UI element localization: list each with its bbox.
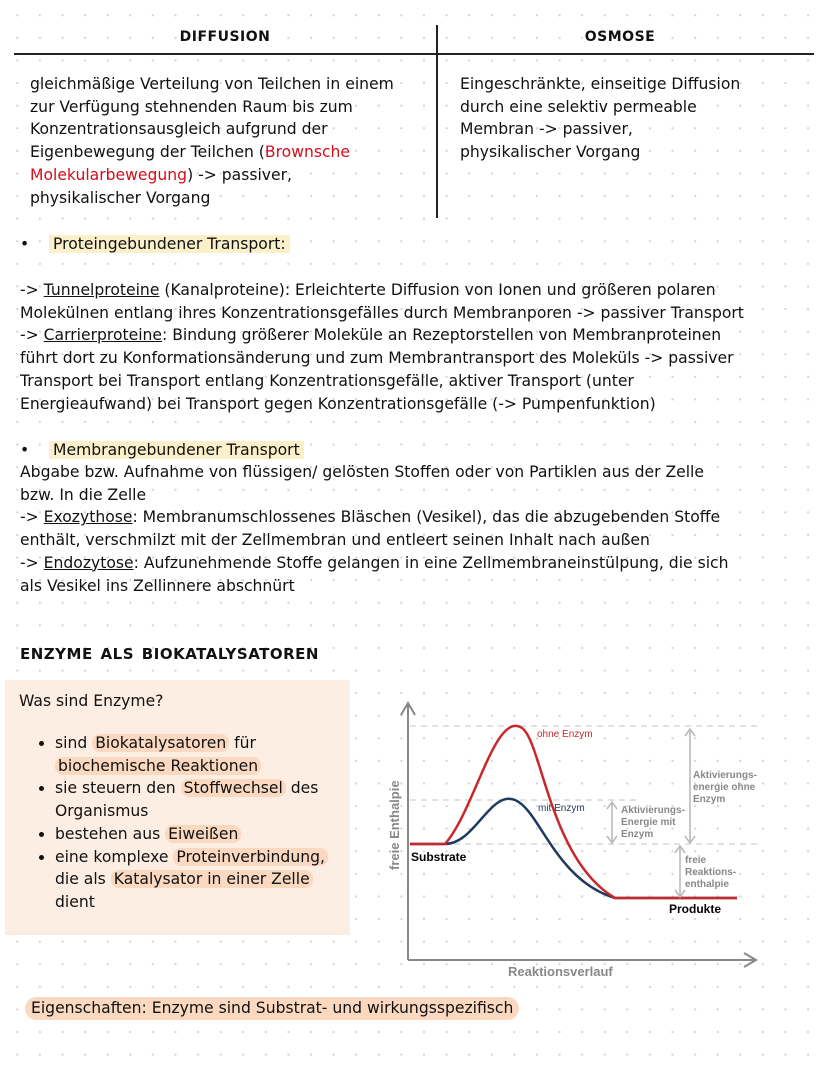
membran-paragraph: Abgabe bzw. Aufnahme von flüssigen/ gelösten Stoffen oder von Partiklen aus der Zelle bzw. In die Zelle -> Exozythose: Membranumschlossenes Bläschen (Vesikel), das die abzugebenden Stoffe enthält, verschmilzt mit der Zellmembran und entleert seinen Inhalt nach außen -> Endozytose: Aufzunehmende Stoffe gelangen in eine Zellmembraneinstülpung, die sich als Vesikel ins Zellinnere abschnürt xyxy=(20,463,729,595)
svg-text:freie: freie xyxy=(685,855,707,866)
list-item: • eine komplexe Proteinverbindung, die als Katalysator in einer Zelle dient xyxy=(55,846,328,914)
list-item: • sind Biokatalysatoren für biochemische Reaktionen xyxy=(55,732,328,777)
svg-text:Enzym: Enzym xyxy=(621,829,654,840)
svg-text:Aktivierungs-: Aktivierungs- xyxy=(621,805,685,816)
x-axis-label: Reaktionsverlauf xyxy=(508,964,613,979)
list-item: • bestehen aus Eiweißen xyxy=(55,823,328,846)
label-ea-mit xyxy=(621,805,685,840)
svg-text:Enzym: Enzym xyxy=(693,794,726,805)
label-ohne-enzym: ohne Enzym xyxy=(537,729,593,740)
label-dg xyxy=(685,855,736,890)
enzyme-properties: Eigenschaften: Enzyme sind Substrat- und wirkungsspezifisch xyxy=(25,997,519,1020)
label-ea-ohne xyxy=(693,770,757,805)
diffusion-definition: gleichmäßige Verteilung von Teilchen in einem zur Verfügung stehnenden Raum bis zum Konzentrationsausgleich aufgrund der Eigenbewegung der Teilchen (Brownsche Molekularbewegung) -> passiver, physikalischer Vorgang xyxy=(30,75,394,207)
brownsche-term: Brownsche xyxy=(264,143,351,162)
protein-heading: • Proteingebundener Transport: xyxy=(20,233,290,256)
y-axis-label: freie Enthalpie xyxy=(387,780,402,870)
diffusion-header: diffusion xyxy=(179,22,271,46)
table-header-divider xyxy=(14,53,814,55)
arrow-ea-mit xyxy=(607,802,617,843)
list-item: • sie steuern den Stoffwechsel des Organismus xyxy=(55,777,328,822)
protein-paragraph: -> Tunnelproteine (Kanalproteine): Erleichterte Diffusion von Ionen und größeren polaren Molekülnen entlang ihres Konzentrationsgefälles durch Membranporen -> passiver Transport -> Carrierproteine: Bindung größerer Moleküle an Rezeptorstellen von Membranproteinen führt dort zu Konformationsänderung und zum Membrantransport des Moleküls -> passiver Transport bei Transport entlang Konzentrationsgefälle, aktiver Transport (unter Energieaufwand) bei Transport gegen Konzentrationsgefälle (-> Pumpenfunktion) xyxy=(20,281,744,413)
svg-text:enthalpie: enthalpie xyxy=(685,879,729,890)
svg-text:Energie mit: Energie mit xyxy=(621,817,676,828)
svg-text:Reaktions-: Reaktions- xyxy=(685,867,737,878)
y-axis xyxy=(401,703,415,960)
label-mit-enzym: mit Enzym xyxy=(538,803,585,814)
label-produkte: Produkte xyxy=(669,902,722,916)
osmose-definition: Eingeschränkte, einseitige Diffusion durch eine selektiv permeable Membran -> passiver, physikalischer Vorgang xyxy=(460,75,741,162)
label-substrate: Substrate xyxy=(411,850,467,864)
svg-text:Aktivierungs-: Aktivierungs- xyxy=(693,770,757,781)
enzyme-question: Was sind Enzyme? xyxy=(19,692,164,710)
enzyme-box xyxy=(5,680,350,935)
membran-heading: • Membrangebundener Transport xyxy=(20,439,304,462)
energy-diagram xyxy=(380,690,780,990)
axes xyxy=(401,703,756,967)
enzyme-title: enzyme als biokatalysatoren xyxy=(20,640,319,664)
table-column-divider xyxy=(436,25,438,218)
arrow-dg xyxy=(675,846,685,897)
enzyme-list xyxy=(33,732,328,914)
osmose-header: osmose xyxy=(584,22,656,46)
svg-text:energie ohne: energie ohne xyxy=(693,782,756,793)
